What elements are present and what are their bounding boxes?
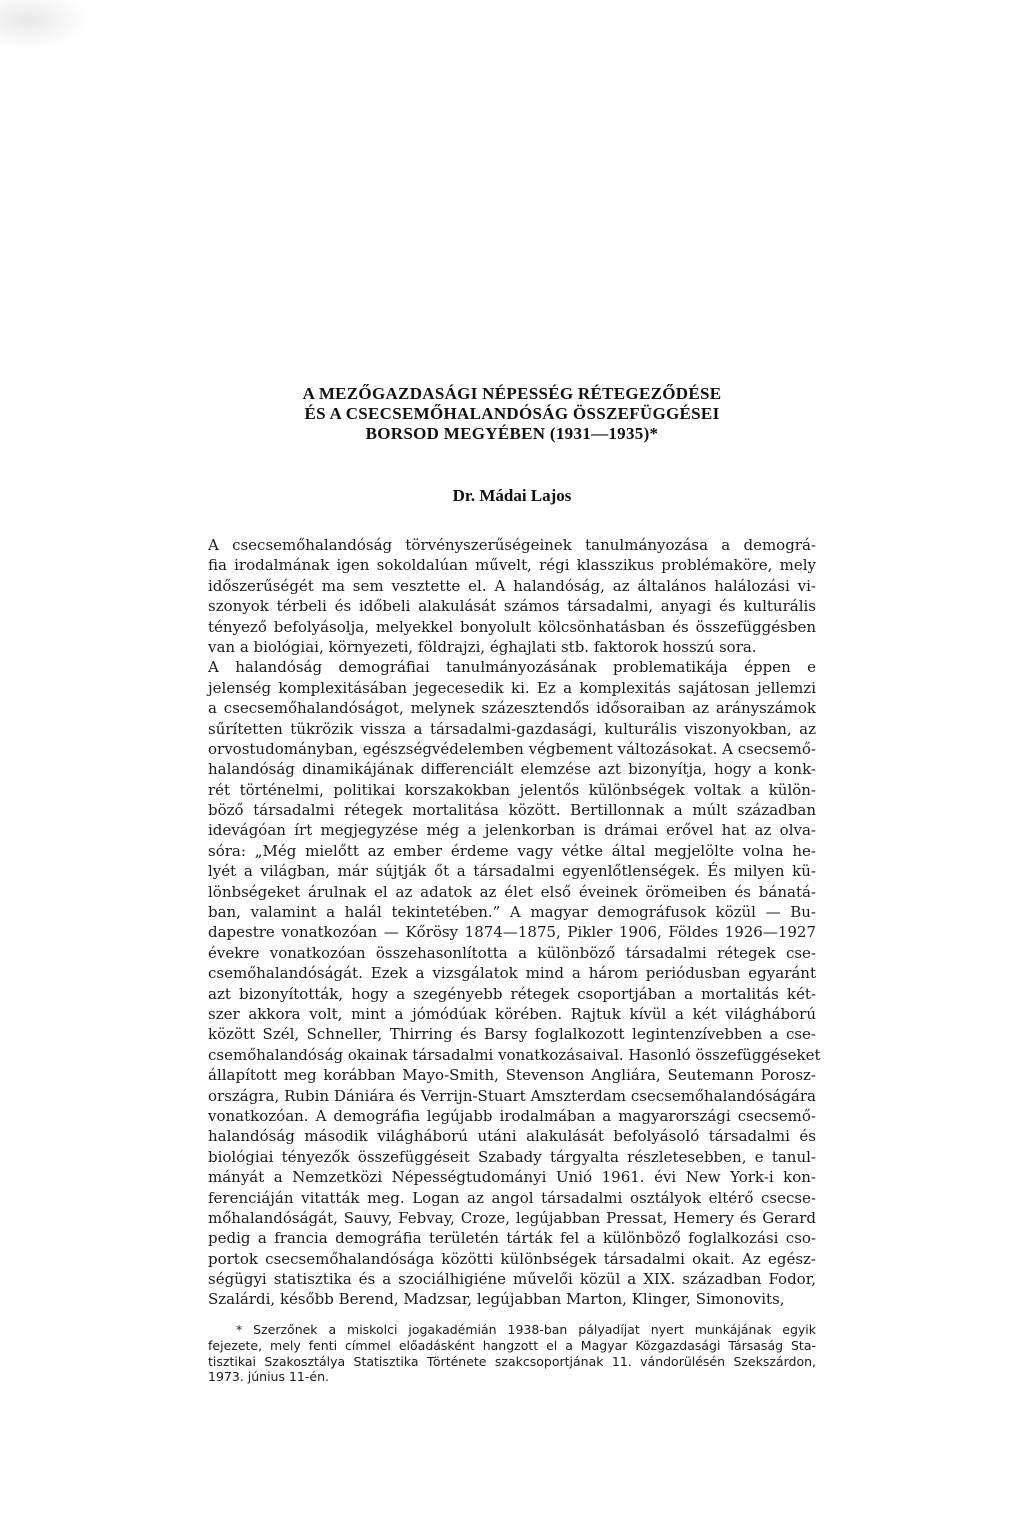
body-line: pedig a francia demográfia területén tárták fel a különböző foglalkozási cso- <box>208 1229 816 1248</box>
body-line: ségügyi statisztika és a szociálhigiéne művelői közül a XIX. században Fodor, <box>208 1270 816 1289</box>
body-line: ban, valamint a halál tekintetében.” A magyar demográfusok közül — Bu- <box>208 903 816 922</box>
body-line: Szalárdi, később Berend, Madzsar, legújabban Marton, Klinger, Simonovits, <box>208 1290 785 1309</box>
body-line: portok csecsemőhalandósága közötti különbségek társadalmi okait. Az egész- <box>208 1249 816 1268</box>
body-line: lyét a világban, már sújtják őt a társadalmi egyenlőtlenségek. És milyen kü- <box>208 862 816 881</box>
body-line: csemőhalandóság okainak társadalmi vonatkozásaival. Hasonló összefüggéseket <box>208 1045 821 1064</box>
body-line: vonatkozóan. A demográfia legújabb irodalmában a magyarországi csecsemő- <box>208 1106 816 1125</box>
author-name: Dr. Mádai Lajos <box>452 486 572 505</box>
body-line: mányát a Nemzetközi Népességtudományi Unió 1961. évi New York-i kon- <box>208 1168 816 1187</box>
body-line: országra, Rubin Dániára és Verrijn-Stuart Amszterdam csecsemőhalandóságára <box>208 1086 816 1105</box>
body-line: évekre vonatkozóan összehasonlította a különböző társadalmi rétegek cse- <box>208 943 816 962</box>
body-line: között Szél, Schneller, Thirring és Barsy foglalkozott legintenzívebben a cse- <box>208 1025 816 1044</box>
footnote-line: fejezete, mely fenti címmel előadásként hangzott el a Magyar Közgazdasági Társaság Sta- <box>208 1337 816 1353</box>
body-line: van a biológiai, környezeti, földrajzi, éghajlati stb. faktorok hosszú sora. <box>208 637 757 656</box>
footnote <box>208 1322 816 1385</box>
body-line: biológiai tényezők összefüggéseit Szabady tárgyalta részletesebben, e tanul- <box>208 1147 816 1166</box>
body-line: sóra: „Még mielőtt az ember érdeme vagy vétke által megjelölte volna he- <box>208 841 816 860</box>
body-line: állapított meg korábban Mayo-Smith, Stevenson Angliára, Seutemann Porosz- <box>208 1066 816 1085</box>
body-line: halandóság második világháború utáni alakulását befolyásoló társadalmi és <box>208 1127 816 1146</box>
body-line: csemőhalandóságát. Ezek a vizsgálatok mind a három periódusban egyaránt <box>208 964 816 983</box>
body-line: mőhalandóságát, Sauvy, Febvay, Croze, legújabban Pressat, Hemery és Gerard <box>208 1208 816 1227</box>
footnote-line: 1973. június 11-én. <box>208 1369 329 1385</box>
footnote-line: * Szerzőnek a miskolci jogakadémián 1938-ban pályadíjat nyert munkájának egyik <box>236 1322 816 1337</box>
body-line: szonyok térbeli és időbeli alakulását számos társadalmi, anyagi és kulturális <box>208 597 816 616</box>
article-title <box>150 384 874 444</box>
body-line: szer akkora volt, mint a jómódúak körében. Rajtuk kívül a két világháború <box>208 1004 816 1023</box>
title-line-3: BORSOD MEGYÉBEN (1931—1935)* <box>365 424 659 443</box>
footnote-line: tisztikai Szakosztálya Statisztika Története szakcsoportjának 11. vándorülésén Szekszárdon, <box>208 1353 816 1369</box>
body-line: dapestre vonatkozóan — Kőrösy 1874—1875, Pikler 1906, Földes 1926—1927 <box>208 923 816 942</box>
title-line-2: ÉS A CSECSEMŐHALANDÓSÁG ÖSSZEFÜGGÉSEI <box>304 404 720 423</box>
body-line: lönbségeket árulnak el az adatok az élet első éveinek örömeiben és bánatá- <box>208 882 816 901</box>
body-line: azt bizonyították, hogy a szegényebb rétegek csoportjában a mortalitás két- <box>208 984 816 1003</box>
body-line: tényező befolyásolja, melyekkel bonyolult kölcsönhatásban és összefüggésben <box>208 617 816 636</box>
body-line: sűrítetten tükrözik vissza a társadalmi-gazdasági, kulturális viszonyokban, az <box>208 719 816 738</box>
body-line: jelenség komplexitásában jegecesedik ki. Ez a komplexitás sajátosan jellemzi <box>208 678 816 697</box>
body-line: halandóság dinamikájának differenciált elemzése azt bizonyítja, hogy a konk- <box>208 760 816 779</box>
body-line: rét történelmi, politikai korszakokban jelentős különbségek voltak a külön- <box>208 780 816 799</box>
body-line: idevágóan írt megjegyzése még a jelenkorban is drámai erővel hat az olva- <box>208 821 816 840</box>
title-line-1: A MEZŐGAZDASÁGI NÉPESSÉG RÉTEGEZŐDÉSE <box>302 384 722 403</box>
body-line: időszerűségét ma sem vesztette el. A halandóság, az általános halálozási vi- <box>208 576 816 595</box>
body-line: A halandóság demográfiai tanulmányozásának problematikája éppen e <box>208 658 816 677</box>
body-line: orvostudományban, egészségvédelemben végbement változásokat. A csecsemő- <box>208 739 816 758</box>
body-line: böző társadalmi rétegek mortalitása között. Bertillonnak a múlt században <box>208 801 816 820</box>
body-line: a csecsemőhalandóságot, melynek százesztendős idősoraiban az arányszámok <box>208 699 816 718</box>
scan-smudge <box>0 0 90 50</box>
body-line: fia irodalmának igen sokoldalúan művelt, régi klasszikus problémaköre, mely <box>208 556 816 575</box>
body-text <box>208 535 821 1310</box>
body-line: A csecsemőhalandóság törvényszerűségeinek tanulmányozása a demográ- <box>208 536 816 554</box>
body-line: ferenciáján vitatták meg. Logan az angol társadalmi osztályok eltérő csecse- <box>208 1188 816 1207</box>
